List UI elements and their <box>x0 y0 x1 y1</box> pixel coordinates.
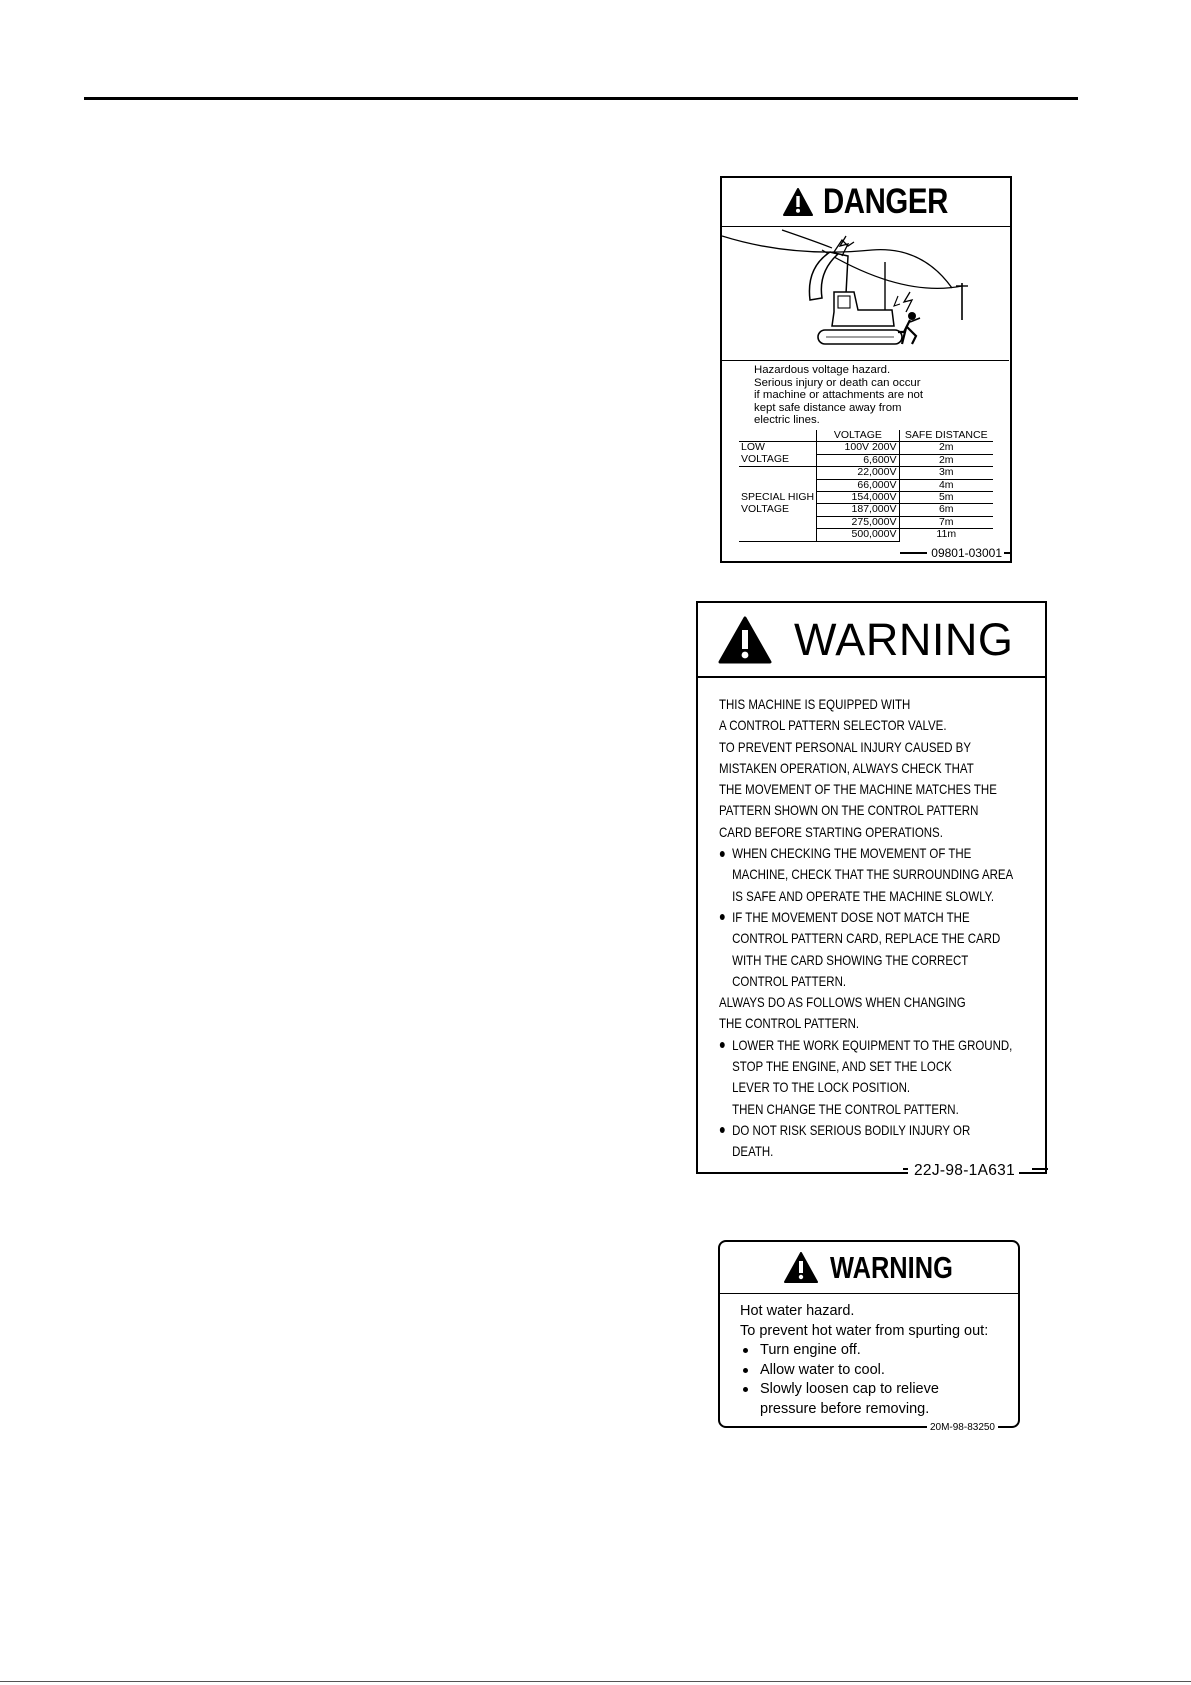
category-low-line1: LOW <box>741 441 765 454</box>
danger-signal-word: DANGER <box>822 182 948 221</box>
warning-header <box>698 603 1045 678</box>
table-row <box>739 516 993 528</box>
warning-text-line: MISTAKEN OPERATION, ALWAYS CHECK THAT <box>719 759 974 776</box>
warning-bullet-line: LOWER THE WORK EQUIPMENT TO THE GROUND, <box>719 1035 981 1056</box>
danger-message-line: Hazardous voltage hazard. <box>754 364 891 376</box>
voltage-cell: 66,000V <box>817 479 899 491</box>
alert-triangle-icon <box>783 188 813 216</box>
voltage-cell: 6,600V <box>817 454 899 466</box>
danger-message-line: electric lines. <box>754 414 820 427</box>
warning-text-line: IS SAFE AND OPERATE THE MACHINE SLOWLY. <box>732 887 995 904</box>
distance-cell: 4m <box>899 479 993 491</box>
voltage-cell: 187,000V <box>817 504 899 516</box>
warning-text-line: DEATH. <box>732 1143 774 1160</box>
hot-water-footer-rule <box>890 1427 902 1429</box>
table-row <box>739 529 993 541</box>
hot-water-bullet-line: Allow water to cool. <box>740 1361 1012 1381</box>
hot-water-text-line: Hot water hazard. <box>740 1303 855 1319</box>
danger-message-line: Serious injury or death can occur <box>754 376 921 389</box>
distance-cell: 7m <box>899 516 993 528</box>
voltage-distance-table <box>739 430 993 542</box>
table-row <box>739 467 993 479</box>
warning-text-line: CONTROL PATTERN CARD, REPLACE THE CARD <box>732 930 1001 947</box>
hot-water-footer-rule-end <box>998 1427 1012 1429</box>
warning-text-line: THE MOVEMENT OF THE MACHINE MATCHES THE <box>719 781 997 798</box>
warning-text-line: CONTROL PATTERN. <box>732 972 847 989</box>
warning-text-line: STOP THE ENGINE, AND SET THE LOCK <box>732 1058 952 1075</box>
danger-header <box>722 178 1010 227</box>
hot-water-warning-body <box>740 1302 1012 1420</box>
danger-message-line: if machine or attachments are not <box>754 389 924 402</box>
voltage-cell: 22,000V <box>817 467 899 479</box>
hot-water-bullet-line: Slowly loosen cap to relieve <box>740 1380 1012 1400</box>
warning-text-line: TO PREVENT PERSONAL INJURY CAUSED BY <box>719 738 971 755</box>
hot-water-signal-word: WARNING <box>830 1249 953 1285</box>
hot-water-warning-label <box>718 1240 1020 1433</box>
warning-text-line: LEVER TO THE LOCK POSITION. <box>732 1079 911 1096</box>
voltage-cell: 500,000V <box>817 529 899 541</box>
danger-message-line: kept safe distance away from <box>754 401 902 414</box>
header-rule <box>84 97 1078 100</box>
warning-body <box>719 694 1039 1163</box>
control-pattern-warning-label <box>696 601 1047 1179</box>
voltage-header: VOLTAGE <box>817 430 899 442</box>
warning-text-line: ALWAYS DO AS FOLLOWS WHEN CHANGING <box>719 994 966 1011</box>
alert-triangle-icon <box>784 1252 818 1283</box>
warning-text-line: MACHINE, CHECK THAT THE SURROUNDING AREA <box>732 866 1014 883</box>
warning-text-line: THIS MACHINE IS EQUIPPED WITH <box>719 696 911 712</box>
warning-text-line: PATTERN SHOWN ON THE CONTROL PATTERN <box>719 802 979 819</box>
warning-text-line: CARD BEFORE STARTING OPERATIONS. <box>719 823 943 840</box>
hot-water-text-line: pressure before removing. <box>760 1400 930 1417</box>
distance-cell: 6m <box>899 504 993 516</box>
table-row <box>739 479 993 491</box>
danger-message <box>754 364 994 427</box>
table-row <box>739 504 993 516</box>
distance-cell: 3m <box>899 467 993 479</box>
distance-cell: 2m <box>899 454 993 466</box>
warning-bullet-line: DO NOT RISK SERIOUS BODILY INJURY OR <box>719 1120 981 1141</box>
danger-label <box>720 176 1012 563</box>
voltage-cell: 154,000V <box>817 492 899 504</box>
warning-bullet-line: IF THE MOVEMENT DOSE NOT MATCH THE <box>719 907 981 928</box>
category-high-line2: VOLTAGE <box>741 502 790 515</box>
warning-text-line: THE CONTROL PATTERN. <box>719 1015 860 1032</box>
hot-water-part-number: 20M-98-83250 <box>927 1422 998 1433</box>
category-low-line2: VOLTAGE <box>739 454 817 466</box>
warning-text-line: A CONTROL PATTERN SELECTOR VALVE. <box>719 717 947 734</box>
distance-cell: 11m <box>899 529 993 541</box>
warning-bullet-line: WHEN CHECKING THE MOVEMENT OF THE <box>719 843 981 864</box>
warning-signal-word: WARNING <box>794 613 1014 665</box>
distance-cell: 2m <box>899 442 993 454</box>
voltage-cell: 100V 200V <box>817 442 899 454</box>
table-header-row <box>739 430 993 442</box>
safe-distance-header: SAFE DISTANCE <box>899 430 993 442</box>
hot-water-text-line: To prevent hot water from spurting out: <box>740 1322 989 1339</box>
danger-part-number: 09801-03001 <box>927 546 1004 560</box>
hot-water-warning-header <box>720 1242 1018 1294</box>
hot-water-bullet-line: Turn engine off. <box>740 1341 1012 1361</box>
table-row <box>739 454 993 466</box>
distance-cell: 5m <box>899 492 993 504</box>
electrocution-hazard-illustration <box>722 228 1009 361</box>
footer-rule <box>0 1681 1191 1682</box>
warning-part-number: 22J-98-1A631 <box>908 1162 1019 1180</box>
voltage-cell: 275,000V <box>817 516 899 528</box>
warning-footer-rule-end <box>1032 1168 1048 1170</box>
warning-text-line: THEN CHANGE THE CONTROL PATTERN. <box>732 1100 959 1117</box>
alert-triangle-icon <box>718 616 772 664</box>
category-high-line1: SPECIAL HIGH <box>741 490 815 503</box>
warning-text-line: WITH THE CARD SHOWING THE CORRECT <box>732 951 969 968</box>
